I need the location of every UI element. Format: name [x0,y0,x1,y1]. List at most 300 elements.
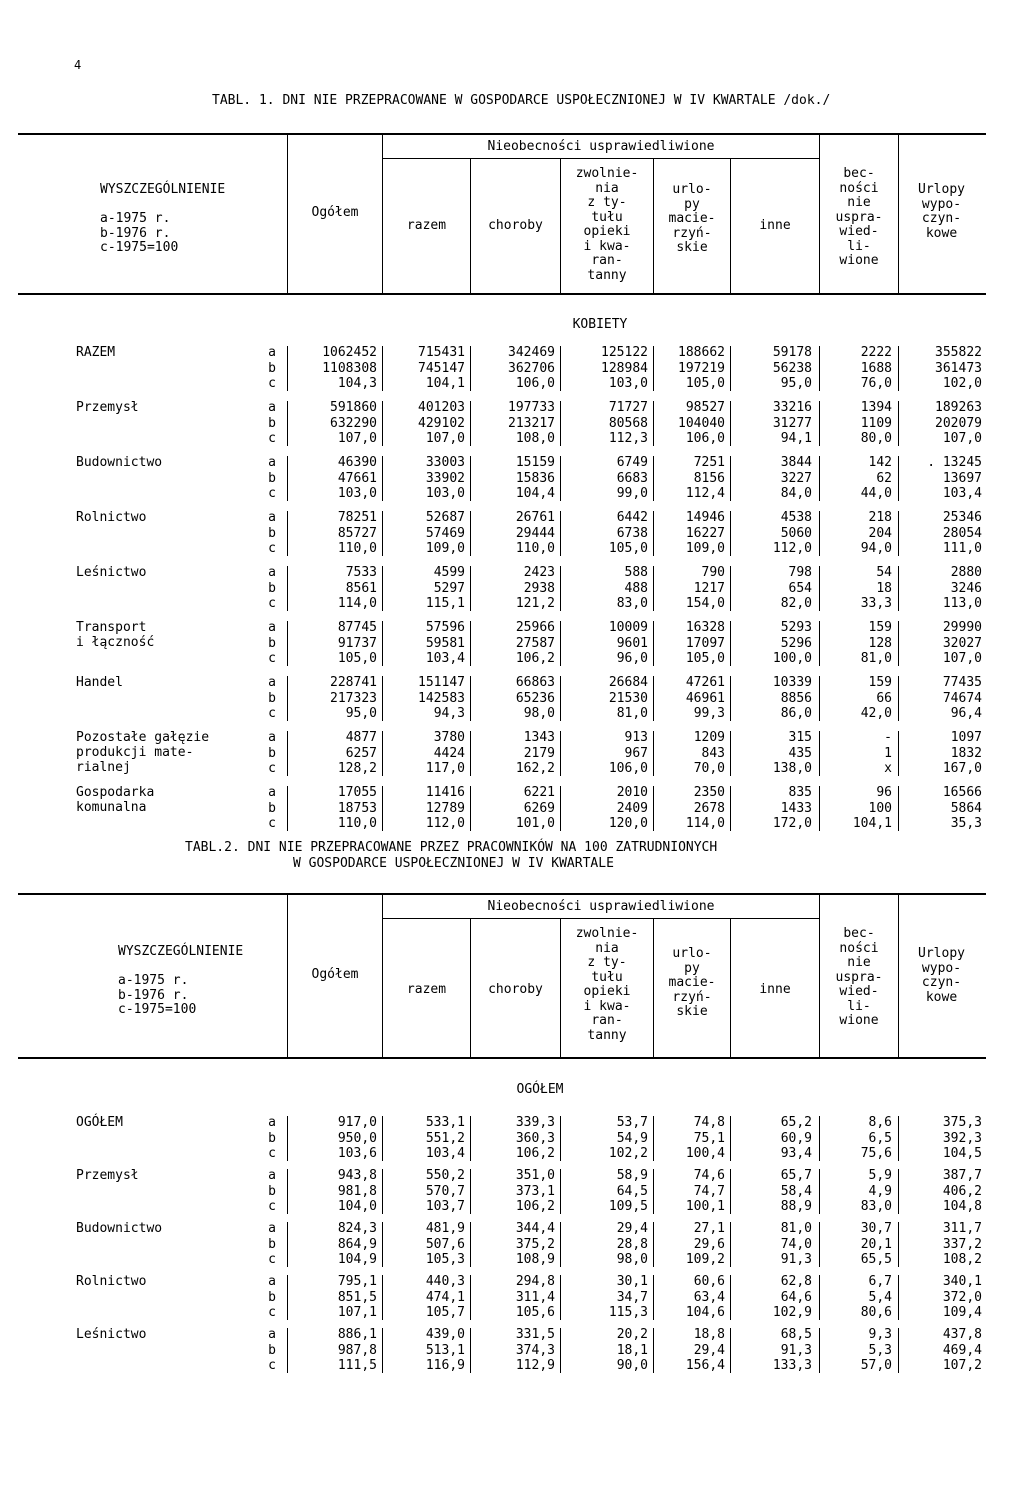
t1-cell: 87745 [337,620,377,635]
t1-column-separator [382,346,383,391]
t2-column-separator [470,1116,471,1161]
t1-cell: 81,0 [616,706,648,721]
t1-column-separator [287,786,288,831]
t2-cell: 80,6 [860,1305,892,1320]
t1-cell: 159 [868,675,892,690]
t1-cell: 18753 [337,800,377,816]
t2-cell: 116,9 [425,1358,465,1373]
t1-cell: 2010 [616,785,648,800]
t1-row-letter: a [268,675,276,690]
t2-row-letter: a [268,1115,276,1130]
t1-cell: 94,3 [433,706,465,721]
t1-cell: 1832 [950,745,982,761]
t2-cell: 851,5 [337,1289,377,1305]
t1-cell: 228741 [330,675,377,690]
t1-cell: 189263 [935,400,982,415]
t1-group-label: Budownictwo [76,455,163,470]
t2-cell: 29,4 [616,1221,648,1236]
table1-header-wyszczegolnienie: WYSZCZEGÓLNIENIE a-1975 r. b-1976 r. c-1975=100 [100,182,226,255]
t1-cell: 6442 [616,510,648,525]
t2-row-letter: a [268,1274,276,1289]
t2-cell: 337,2 [942,1236,982,1252]
t1-cell: 6749 [616,455,648,470]
t1-column-separator [560,346,561,391]
t1-cell: 105,0 [337,651,377,666]
t2-cell: 91,3 [780,1342,812,1358]
t1-cell: 29990 [942,620,982,635]
t2-row-letter: b [268,1342,276,1358]
t1-cell: 1433 [780,800,812,816]
t1-cell: 632290 [330,415,377,431]
t2-group-label: Rolnictwo [76,1274,147,1289]
t1-cell: 104,3 [337,376,377,391]
t2-row-letter: c [268,1305,276,1320]
t2-cell: 481,9 [425,1221,465,1236]
t1-cell: 26684 [608,675,648,690]
t2-cell: 58,4 [780,1183,812,1199]
t1-row-letter: c [268,706,276,721]
t1-row-letter: a [268,565,276,580]
t1-cell: 44,0 [860,486,892,501]
t2-group-label: Przemysł [76,1168,139,1183]
t1-row-letter: c [268,596,276,611]
t2-cell: 30,7 [860,1221,892,1236]
t1-cell: 2350 [693,785,725,800]
t2-cell: 133,3 [772,1358,812,1373]
t2-cell: 513,1 [425,1342,465,1358]
t2-cell: 108,9 [515,1252,555,1267]
t2-cell: 8,6 [868,1115,892,1130]
t2-cell: 570,7 [425,1183,465,1199]
t2-cell: 105,6 [515,1305,555,1320]
t2-cell: 5,9 [868,1168,892,1183]
t1-cell: 57596 [425,620,465,635]
t2-cell: 439,0 [425,1327,465,1342]
t2-column-separator [653,1169,654,1214]
t1-cell: 10339 [772,675,812,690]
t1-cell: 167,0 [942,761,982,776]
t1-cell: 80568 [608,415,648,431]
t1-cell: 112,0 [425,816,465,831]
t1-cell: 25346 [942,510,982,525]
t1-cell: 197733 [508,400,555,415]
t1-column-separator [287,566,288,611]
t1-cell: 6738 [616,525,648,541]
t1-column-separator [287,621,288,666]
t1-cell: 70,0 [693,761,725,776]
t1-column-separator [470,566,471,611]
t1-cell: 188662 [678,345,725,360]
t1-column-separator [898,511,899,556]
t1-cell: 12789 [425,800,465,816]
t1-cell: 8561 [345,580,377,596]
t1-row-letter: c [268,816,276,831]
t1-cell: 105,0 [685,651,725,666]
t1-group-label: RAZEM [76,345,116,360]
t1-column-separator [560,621,561,666]
t1-cell: 4538 [780,510,812,525]
t1-cell: 843 [701,745,725,761]
t1-column-separator [382,731,383,776]
t1-column-separator [730,676,731,721]
t1-column-separator [653,511,654,556]
t1-column-separator [819,731,820,776]
t1-cell: 218 [868,510,892,525]
t1-column-separator [560,786,561,831]
t1-cell: 112,4 [685,486,725,501]
table1-header-urlopy-wypoczynkowe: Urlopy wypo- czyn- kowe [918,182,965,241]
t1-cell: 103,4 [942,486,982,501]
t1-cell: 84,0 [780,486,812,501]
t1-cell: 128,2 [337,761,377,776]
t1-row-letter: b [268,800,276,816]
t1-cell: 16227 [685,525,725,541]
t2-cell: 387,7 [942,1168,982,1183]
t1-column-separator [898,731,899,776]
t1-column-separator [653,731,654,776]
t1-cell: 112,0 [772,541,812,556]
t1-cell: 110,0 [515,541,555,556]
t1-row-letter: b [268,525,276,541]
t1-cell: 94,0 [860,541,892,556]
t2-cell: 331,5 [515,1327,555,1342]
t1-column-separator [730,511,731,556]
t2-column-separator [382,1328,383,1373]
t1-cell: 114,0 [685,816,725,831]
t1-cell: x [884,761,892,776]
t2-cell: 550,2 [425,1168,465,1183]
t2-cell: 344,4 [515,1221,555,1236]
t1-cell: 3227 [780,470,812,486]
table2-title-line1: TABL.2. DNI NIE PRZEPRACOWANE PRZEZ PRACOWNIKÓW NA 100 ZATRUDNIONYCH [185,840,718,855]
t1-column-separator [382,786,383,831]
t1-column-separator [287,731,288,776]
t1-cell: 2938 [523,580,555,596]
t1-cell: 1688 [860,360,892,376]
t1-cell: 59178 [772,345,812,360]
t1-cell: 66863 [515,675,555,690]
t2-cell: 917,0 [337,1115,377,1130]
t1-cell: 1097 [950,730,982,745]
t1-cell: 159 [868,620,892,635]
t1-column-separator [819,401,820,446]
t1-cell: 7251 [693,455,725,470]
t1-cell: 115,1 [425,596,465,611]
t2-row-letter: c [268,1199,276,1214]
t1-column-separator [470,676,471,721]
t2-cell: 65,7 [780,1168,812,1183]
t1-cell: 29444 [515,525,555,541]
t2-row-letter: a [268,1221,276,1236]
t2-cell: 469,4 [942,1342,982,1358]
t2-cell: 4,9 [868,1183,892,1199]
t2-cell: 105,7 [425,1305,465,1320]
t1-cell: 85727 [337,525,377,541]
t1-column-separator [819,676,820,721]
t1-cell: 77435 [942,675,982,690]
t2-cell: 90,0 [616,1358,648,1373]
table2-header-group: Nieobecności usprawiedliwione [487,899,715,914]
table2-header-inne: inne [759,982,791,997]
t2-cell: 339,3 [515,1115,555,1130]
t1-column-separator [819,456,820,501]
t1-row-letter: a [268,785,276,800]
table1-top-rule [18,133,986,135]
t1-cell: 42,0 [860,706,892,721]
t2-cell: 102,2 [608,1146,648,1161]
t1-cell: 591860 [330,400,377,415]
t1-cell: 54 [876,565,892,580]
t2-cell: 29,4 [693,1342,725,1358]
t2-column-separator [560,1116,561,1161]
t1-cell: 66 [876,690,892,706]
t1-cell: 96 [876,785,892,800]
t1-cell: 100,0 [772,651,812,666]
table1-header-choroby: choroby [488,218,543,233]
t1-cell: 47261 [685,675,725,690]
t1-cell: 715431 [418,345,465,360]
t2-column-separator [287,1275,288,1320]
t1-cell: 15159 [515,455,555,470]
t1-row-letter: c [268,651,276,666]
t1-column-separator [287,676,288,721]
t1-column-separator [470,731,471,776]
t1-column-separator [653,676,654,721]
t2-column-separator [470,1328,471,1373]
t2-cell: 108,2 [942,1252,982,1267]
t1-cell: 57469 [425,525,465,541]
t1-cell: 1217 [693,580,725,596]
t1-cell: 588 [624,565,648,580]
t1-cell: 101,0 [515,816,555,831]
t1-cell: 2409 [616,800,648,816]
t2-cell: 981,8 [337,1183,377,1199]
t1-cell: 99,0 [616,486,648,501]
t2-cell: 440,3 [425,1274,465,1289]
t2-cell: 75,1 [693,1130,725,1146]
t1-column-separator [898,786,899,831]
t1-cell: 94,1 [780,431,812,446]
t1-cell: 913 [624,730,648,745]
t1-cell: 86,0 [780,706,812,721]
t1-column-separator [819,786,820,831]
t1-cell: 35,3 [950,816,982,831]
table1-group-rule [382,158,819,159]
t2-column-separator [653,1116,654,1161]
t1-group-label: Rolnictwo [76,510,147,525]
table1-header-zwolnienia: zwolnie- nia z ty- tułu opieki i kwa- ran- tanny [575,166,639,283]
t2-row-letter: c [268,1252,276,1267]
t1-cell: 5864 [950,800,982,816]
t1-cell: 138,0 [772,761,812,776]
t2-cell: 20,1 [860,1236,892,1252]
t1-cell: 429102 [418,415,465,431]
t1-cell: 2179 [523,745,555,761]
t1-cell: 3246 [950,580,982,596]
t1-cell: 83,0 [616,596,648,611]
t2-cell: 375,3 [942,1115,982,1130]
t1-cell: 102,0 [942,376,982,391]
t1-cell: 162,2 [515,761,555,776]
t1-cell: 56238 [772,360,812,376]
t1-cell: 31277 [772,415,812,431]
t1-cell: 65236 [515,690,555,706]
t1-cell: 142583 [418,690,465,706]
t1-column-separator [653,346,654,391]
t2-cell: 102,9 [772,1305,812,1320]
t1-column-separator [730,621,731,666]
t2-cell: 6,7 [868,1274,892,1289]
t1-cell: 10009 [608,620,648,635]
t1-cell: 128984 [601,360,648,376]
t1-cell: 120,0 [608,816,648,831]
t2-cell: 795,1 [337,1274,377,1289]
t1-column-separator [382,456,383,501]
t2-row-letter: c [268,1146,276,1161]
t1-cell: 5296 [780,635,812,651]
t1-cell: 103,0 [608,376,648,391]
t1-column-separator [382,401,383,446]
t2-cell: 65,2 [780,1115,812,1130]
t2-cell: 987,8 [337,1342,377,1358]
t2-column-separator [819,1328,820,1373]
t1-cell: 104,4 [515,486,555,501]
table1-header-nieusprawiedliwione: bec- ności nie uspra- wied- li- wione [835,166,883,268]
t1-cell: 27587 [515,635,555,651]
t1-column-separator [470,401,471,446]
t1-cell: 8856 [780,690,812,706]
t1-cell: 81,0 [860,651,892,666]
t1-row-letter: c [268,541,276,556]
t1-cell: 2678 [693,800,725,816]
table1-header-inne: inne [759,218,791,233]
t2-cell: 406,2 [942,1183,982,1199]
t2-row-letter: b [268,1289,276,1305]
t1-cell: 71727 [608,400,648,415]
t1-row-letter: b [268,745,276,761]
t2-cell: 360,3 [515,1130,555,1146]
t1-cell: 98,0 [523,706,555,721]
t1-cell: 104040 [678,415,725,431]
t2-cell: 60,9 [780,1130,812,1146]
t1-cell: 117,0 [425,761,465,776]
t1-cell: 17055 [337,785,377,800]
t1-cell: 33216 [772,400,812,415]
t1-row-letter: b [268,635,276,651]
t1-cell: 204 [868,525,892,541]
t1-cell: 33003 [425,455,465,470]
t1-row-letter: b [268,360,276,376]
t1-cell: 967 [624,745,648,761]
t1-cell: 108,0 [515,431,555,446]
t1-cell: 1209 [693,730,725,745]
t1-cell: 435 [788,745,812,761]
t1-cell: 106,0 [608,761,648,776]
t2-cell: 100,1 [685,1199,725,1214]
t2-cell: 156,4 [685,1358,725,1373]
t1-cell: 109,0 [685,541,725,556]
t1-cell: 110,0 [337,541,377,556]
t2-cell: 109,5 [608,1199,648,1214]
t2-cell: 104,5 [942,1146,982,1161]
t1-cell: 5060 [780,525,812,541]
t1-column-separator [560,456,561,501]
t2-cell: 392,3 [942,1130,982,1146]
t1-cell: 62 [876,470,892,486]
t2-row-letter: b [268,1183,276,1199]
t1-cell: - [884,730,892,745]
t1-column-separator [898,401,899,446]
t1-cell: 745147 [418,360,465,376]
t2-column-separator [653,1222,654,1267]
t2-cell: 106,2 [515,1146,555,1161]
t1-cell: 3844 [780,455,812,470]
t1-row-letter: b [268,690,276,706]
t1-group-label: Transport i łączność [76,620,155,650]
t1-cell: 835 [788,785,812,800]
t2-cell: 375,2 [515,1236,555,1252]
t1-column-separator [819,346,820,391]
t2-cell: 74,0 [780,1236,812,1252]
t1-cell: 104,1 [425,376,465,391]
t1-column-separator [653,621,654,666]
t1-cell: 361473 [935,360,982,376]
t1-cell: 11416 [425,785,465,800]
t1-cell: 16328 [685,620,725,635]
t2-cell: 943,8 [337,1168,377,1183]
t2-column-separator [287,1169,288,1214]
t1-cell: 82,0 [780,596,812,611]
t1-cell: 4599 [433,565,465,580]
t2-cell: 27,1 [693,1221,725,1236]
t2-cell: 28,8 [616,1236,648,1252]
t1-cell: 128 [868,635,892,651]
t2-cell: 886,1 [337,1327,377,1342]
t1-cell: 16566 [942,785,982,800]
t2-cell: 103,7 [425,1199,465,1214]
t1-cell: 107,0 [942,431,982,446]
table2-title-line2: W GOSPODARCE USPOŁECZNIONEJ W IV KWARTALE [293,856,614,871]
t1-cell: 46390 [337,455,377,470]
t2-cell: 109,4 [942,1305,982,1320]
t1-cell: 104,1 [852,816,892,831]
t1-cell: 14946 [685,510,725,525]
t1-column-separator [382,566,383,611]
t2-column-separator [819,1169,820,1214]
t2-cell: 68,5 [780,1327,812,1342]
t1-cell: 2880 [950,565,982,580]
t1-cell: 197219 [678,360,725,376]
t1-column-separator [560,566,561,611]
t2-column-separator [287,1116,288,1161]
t1-cell: 154,0 [685,596,725,611]
t2-cell: 507,6 [425,1236,465,1252]
t2-cell: 29,6 [693,1236,725,1252]
t2-cell: 533,1 [425,1115,465,1130]
t1-group-label: Leśnictwo [76,565,147,580]
t1-cell: 2222 [860,345,892,360]
t2-cell: 93,4 [780,1146,812,1161]
t1-cell: 3780 [433,730,465,745]
t1-row-letter: a [268,730,276,745]
t2-cell: 100,4 [685,1146,725,1161]
t1-cell: 17097 [685,635,725,651]
t2-cell: 74,6 [693,1168,725,1183]
t1-cell: 790 [701,565,725,580]
t1-cell: 107,0 [337,431,377,446]
t2-cell: 294,8 [515,1274,555,1289]
page-mark: 4 [74,58,82,72]
